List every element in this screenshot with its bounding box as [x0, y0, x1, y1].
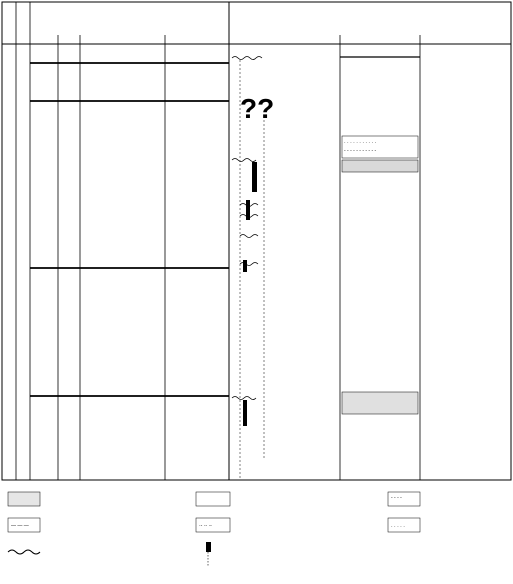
legend-probable-swatch: [206, 542, 211, 552]
lithology-column: [340, 57, 420, 414]
strat-bar-3: [243, 260, 247, 272]
strat-bar-4: [243, 400, 247, 426]
erosion-line-6: [240, 263, 258, 266]
legend-grayclay-pattern: - - - -: [391, 495, 402, 501]
erosion-line-7: [232, 397, 256, 400]
legend-clay-pattern: — — —: [11, 523, 29, 529]
lito-limestone-block: [342, 392, 418, 414]
legend-sandyclay-pattern: ·- ·- ·-: [199, 523, 212, 529]
stratigraphy-column: [232, 57, 274, 481]
lito-dots-2: - - - - - - - - - - -: [344, 148, 377, 154]
strat-qq: ??: [240, 93, 275, 124]
legend-erosion-swatch: [8, 550, 40, 554]
erosion-line-1: [232, 57, 262, 60]
legend: [8, 492, 420, 566]
erosion-line-2: [232, 159, 256, 162]
legend-lignite-swatch: [196, 492, 230, 506]
strat-bar-1: [252, 162, 257, 192]
strat-bar-2: [246, 200, 250, 220]
erosion-line-5: [240, 235, 258, 238]
chrono-frame: [2, 2, 229, 480]
legend-limestone-swatch: [8, 492, 40, 506]
lito-gray-clay-block: [342, 160, 418, 172]
lito-dots-1: · · · · · · · · · · ·: [344, 140, 377, 146]
legend-sand-pattern: · · · · ·: [391, 524, 405, 530]
